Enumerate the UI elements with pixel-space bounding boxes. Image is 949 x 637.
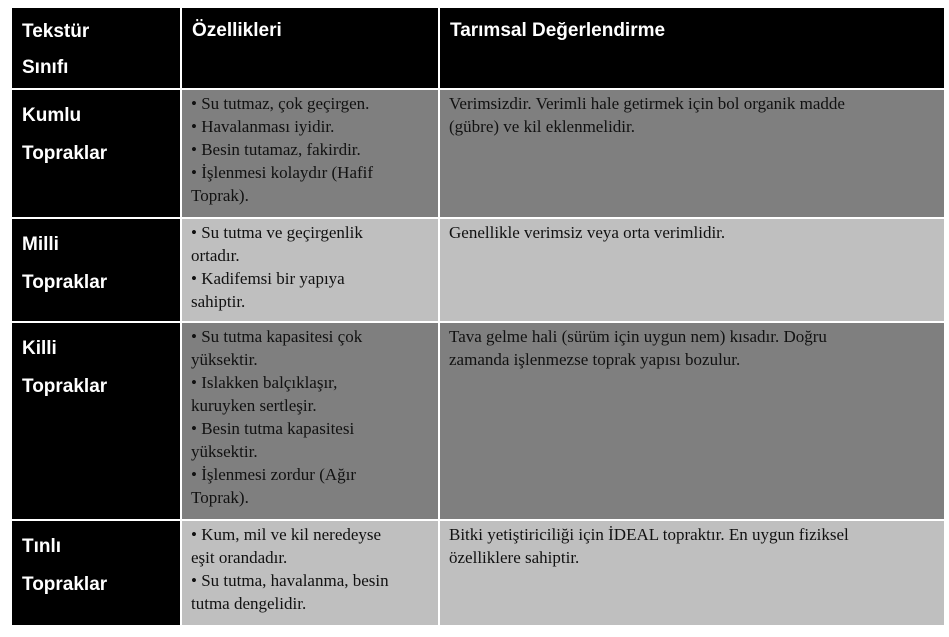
property-line: • Kadifemsi bir yapıya [191, 269, 345, 288]
class-suffix: Topraklar [22, 376, 108, 397]
property-line: • Havalanması iyidir. [191, 117, 335, 136]
class-suffix: Topraklar [22, 272, 108, 293]
row-evaluation-cell [440, 521, 944, 625]
header-evaluation: Tarımsal Değerlendirme [440, 8, 944, 88]
property-line: • Kum, mil ve kil neredeyse [191, 525, 382, 544]
evaluation-line: Bitki yetiştiriciliği için İDEAL topraktır. En uygun fiziksel [449, 525, 849, 544]
header-properties: Özellikleri [182, 8, 438, 88]
class-name: Kumlu [22, 105, 82, 126]
property-line: • Su tutma, havalanma, besin [191, 571, 389, 590]
evaluation-line: özelliklere sahiptir. [449, 548, 580, 567]
evaluation-line: Tava gelme hali (sürüm için uygun nem) kısadır. Doğru [449, 327, 827, 346]
table-row [12, 219, 944, 321]
header-texture-class [12, 8, 180, 88]
property-line: yüksektir. [191, 442, 258, 461]
row-evaluation-cell [440, 90, 944, 217]
class-name: Milli [22, 234, 59, 255]
row-class-cell [12, 521, 180, 625]
property-line: kuruyken sertleşir. [191, 396, 317, 415]
soil-texture-table [10, 6, 946, 627]
property-line: • Su tutmaz, çok geçirgen. [191, 94, 370, 113]
table-row [12, 90, 944, 217]
header-row [12, 8, 944, 88]
row-class-cell [12, 219, 180, 321]
property-line: ortadır. [191, 246, 240, 265]
row-evaluation-cell [440, 219, 944, 321]
row-evaluation-cell [440, 323, 944, 519]
row-properties-cell [182, 90, 438, 217]
class-suffix: Topraklar [22, 143, 108, 164]
row-properties-cell [182, 521, 438, 625]
header-class-line-1: Tekstür [22, 21, 90, 42]
table-row [12, 323, 944, 519]
property-line: Toprak). [191, 186, 249, 205]
property-line: eşit orandadır. [191, 548, 288, 567]
row-class-cell [12, 323, 180, 519]
evaluation-line: (gübre) ve kil eklenmelidir. [449, 117, 635, 136]
class-suffix: Topraklar [22, 574, 108, 595]
property-line: • Besin tutamaz, fakirdir. [191, 140, 361, 159]
property-line: • Su tutma ve geçirgenlik [191, 223, 363, 242]
row-properties-cell [182, 219, 438, 321]
evaluation-line: Verimsizdir. Verimli hale getirmek için bol organik madde [449, 94, 845, 113]
property-line: sahiptir. [191, 292, 246, 311]
property-line: • İşlenmesi zordur (Ağır [191, 465, 357, 484]
evaluation-line: zamanda işlenmezse toprak yapısı bozulur. [449, 350, 741, 369]
row-class-cell [12, 90, 180, 217]
property-line: • Besin tutma kapasitesi [191, 419, 355, 438]
property-line: • Su tutma kapasitesi çok [191, 327, 363, 346]
property-line: yüksektir. [191, 350, 258, 369]
row-properties-cell [182, 323, 438, 519]
evaluation-line: Genellikle verimsiz veya orta verimlidir. [449, 223, 726, 242]
header-class-line-2: Sınıfı [22, 57, 69, 78]
property-line: • İşlenmesi kolaydır (Hafif [191, 163, 374, 182]
property-line: tutma dengelidir. [191, 594, 307, 613]
table-row [12, 521, 944, 625]
property-line: Toprak). [191, 488, 249, 507]
class-name: Tınlı [22, 536, 62, 557]
class-name: Killi [22, 338, 57, 359]
property-line: • Islakken balçıklaşır, [191, 373, 338, 392]
